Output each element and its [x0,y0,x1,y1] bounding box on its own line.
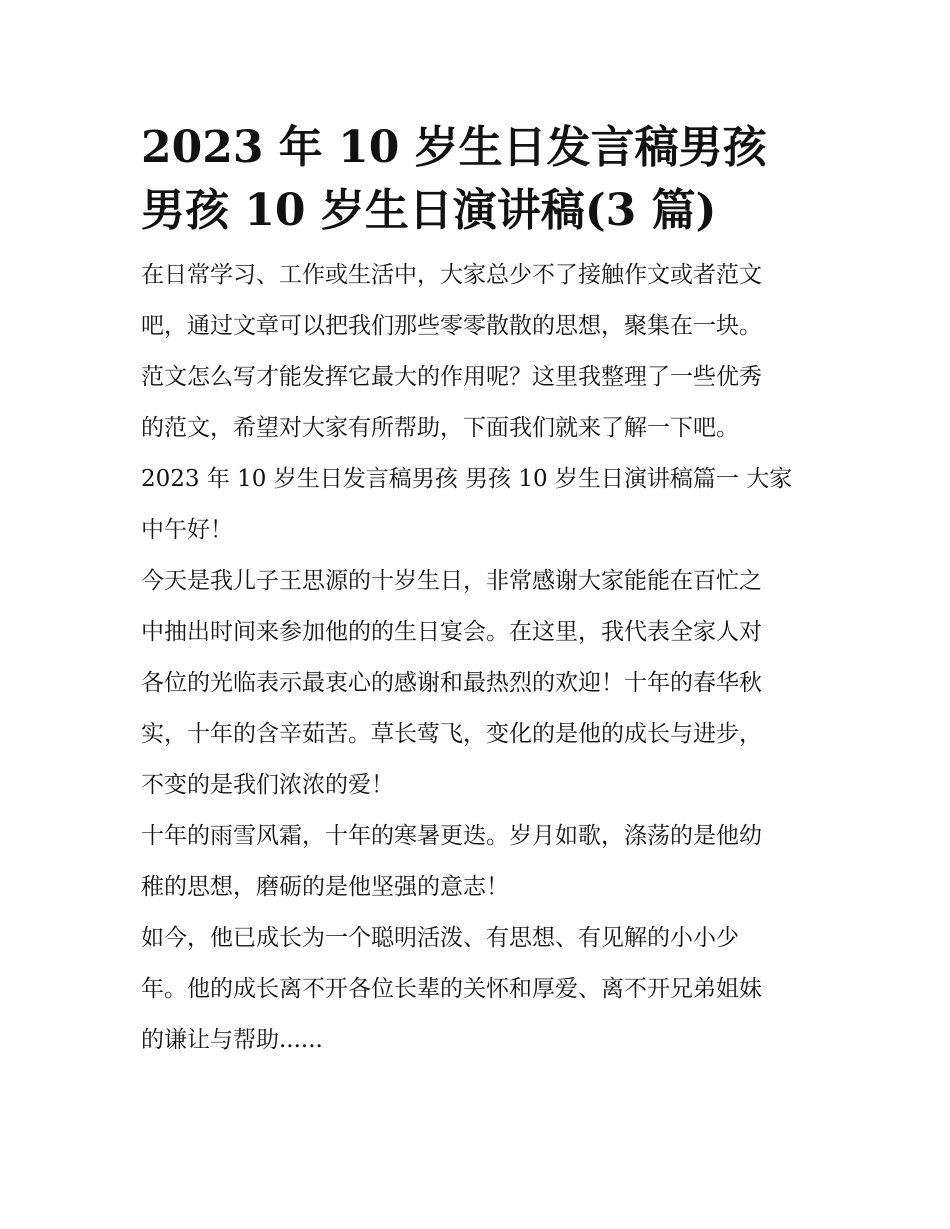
body-paragraph [141,913,813,1066]
text-line: 十年的雨雪风霜，十年的寒暑更迭。岁月如歌，涤荡的是他幼 [141,823,762,849]
document-body [141,116,813,1066]
body-paragraph [141,556,813,811]
text-line: 各位的光临表示最衷心的感谢和最热烈的欢迎！十年的春华秋 [141,670,762,696]
text-line: 吧，通过文章可以把我们那些零零散散的思想，聚集在一块。 [141,313,762,339]
text-line: 的范文，希望对大家有所帮助，下面我们就来了解一下吧。 [141,415,739,441]
text-line: 范文怎么写才能发挥它最大的作用呢？这里我整理了一些优秀 [141,364,762,390]
text-line: 的谦让与帮助...... [141,1027,323,1053]
text-line: 不变的是我们浓浓的爱！ [141,772,394,798]
section-heading-paragraph [141,454,813,556]
text-line: 实，十年的含辛茹苦。草长莺飞，变化的是他的成长与进步， [141,721,762,747]
body-paragraph [141,811,813,913]
intro-paragraph [141,250,813,454]
text-line: 稚的思想，磨砺的是他坚强的意志！ [141,874,509,900]
text-line: 在日常学习、工作或生活中，大家总少不了接触作文或者范文 [141,262,762,288]
text-line: 中抽出时间来参加他的的生日宴会。在这里，我代表全家人对 [141,619,762,645]
document-title [141,116,813,242]
text-line: 如今，他已成长为一个聪明活泼、有思想、有见解的小小少 [141,925,739,951]
text-line: 今天是我儿子王思源的十岁生日，非常感谢大家能能在百忙之 [141,568,762,594]
title-line: 男孩 10 岁生日演讲稿(3 篇) [141,185,717,236]
title-line: 2023 年 10 岁生日发言稿男孩 [141,122,767,173]
text-line: 中午好！ [141,517,233,543]
text-line: 年。他的成长离不开各位长辈的关怀和厚爱、离不开兄弟姐妹 [141,976,762,1002]
text-line: 2023 年 10 岁生日发言稿男孩 男孩 10 岁生日演讲稿篇一 大家 [141,466,793,492]
